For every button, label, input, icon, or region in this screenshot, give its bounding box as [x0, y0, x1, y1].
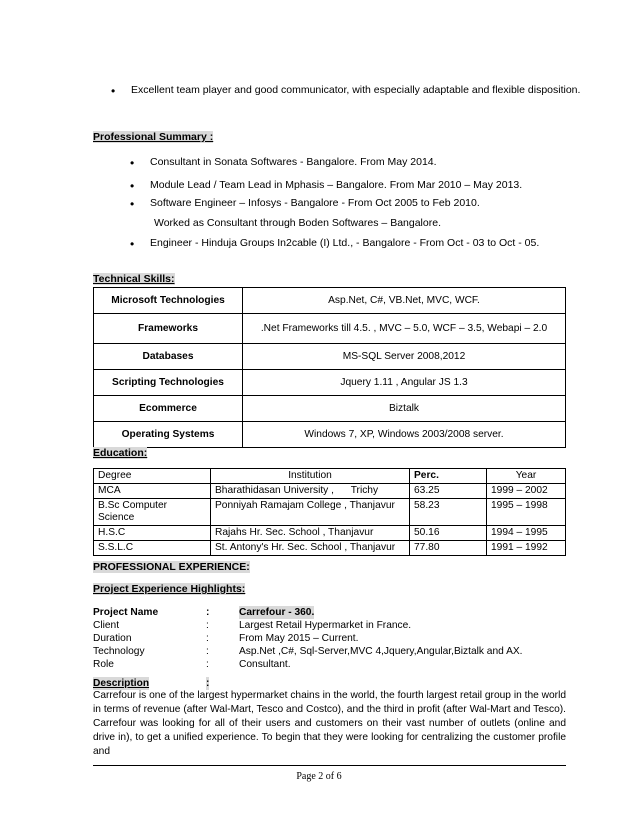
- table-row: Ecommerce Biztalk: [94, 396, 566, 422]
- summary-item: • Consultant in Sonata Softwares - Bangalore. From May 2014.: [150, 156, 437, 168]
- table-row: Databases MS-SQL Server 2008,2012: [94, 344, 566, 370]
- table-row: B.Sc Computer Science Ponniyah Ramajam College , Thanjavur 58.23 1995 – 1998: [94, 499, 566, 526]
- skills-table: [93, 287, 566, 448]
- summary-title: Professional Summary :: [93, 131, 214, 143]
- experience-title: PROFESSIONAL EXPERIENCE:: [93, 561, 250, 573]
- summary-item: • Engineer - Hinduja Groups In2cable (I) Ltd., - Bangalore - From Oct - 03 to Oct - 05.: [150, 237, 539, 249]
- project-highlights-title: Project Experience Highlights:: [93, 583, 246, 595]
- table-row: Frameworks .Net Frameworks till 4.5. , MVC – 5.0, WCF – 3.5, Webapi – 2.0: [94, 314, 566, 344]
- table-row: Microsoft Technologies Asp.Net, C#, VB.Net, MVC, WCF.: [94, 288, 566, 314]
- education-title: Education:: [93, 447, 148, 459]
- summary-note: Worked as Consultant through Boden Softwares – Bangalore.: [154, 217, 441, 229]
- intro-bullet: [131, 84, 580, 96]
- footer-divider: [93, 765, 566, 766]
- intro-bullet-text: Excellent team player and good communicator, with especially adaptable and flexible disposition.: [131, 84, 581, 96]
- table-row: MCA Bharathidasan University , Trichy 63.25 1999 – 2002: [94, 484, 566, 499]
- education-table: [93, 468, 566, 556]
- skills-title: Technical Skills:: [93, 273, 175, 285]
- summary-item: • Module Lead / Team Lead in Mphasis – Bangalore. From Mar 2010 – May 2013.: [150, 179, 522, 191]
- summary-item: • Software Engineer – Infosys - Bangalore - From Oct 2005 to Feb 2010.: [150, 197, 480, 209]
- table-row: H.S.C Rajahs Hr. Sec. School , Thanjavur 50.16 1994 – 1995: [94, 526, 566, 541]
- description-text: Carrefour is one of the largest hypermarket chains in the world, the fourth largest retail group in the world in terms of revenue (after Wal-Mart, Tesco and Costco), and the third in profit (after Wal-Mart and Tesco). Carrefour was looking for all of their users and customers on their vast number of outlets (online and drive in), to get a unified experience. To begin that they were looking for centralizing the customer profile and: [93, 690, 566, 757]
- table-row: Scripting Technologies Jquery 1.11 , Angular JS 1.3: [94, 370, 566, 396]
- table-row: Operating Systems Windows 7, XP, Windows 2003/2008 server.: [94, 422, 566, 448]
- table-header-row: Degree Institution Perc. Year: [94, 469, 566, 484]
- table-row: S.S.L.C St. Antony's Hr. Sec. School , Thanjavur 77.80 1991 – 1992: [94, 541, 566, 556]
- page-number: Page 2 of 6: [296, 771, 342, 782]
